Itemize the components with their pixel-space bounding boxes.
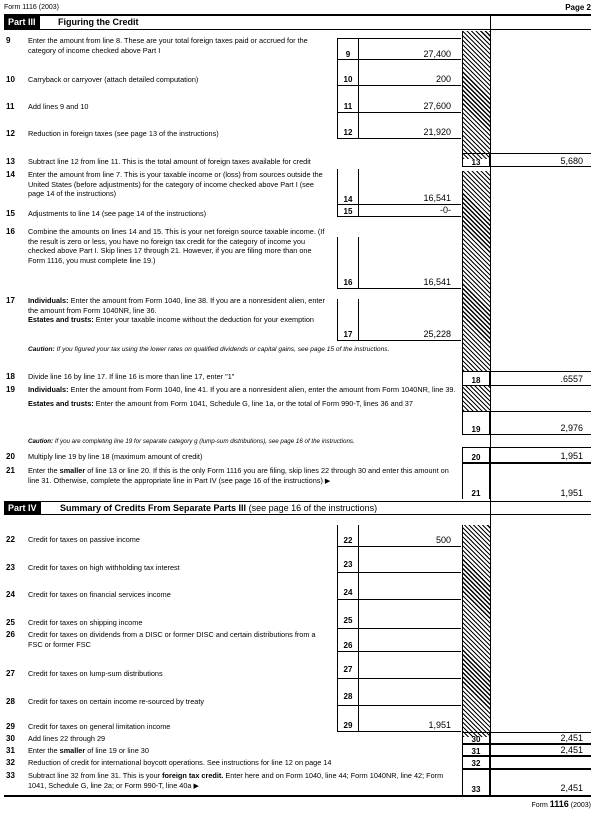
line-text: Credit for taxes on shipping income bbox=[28, 618, 143, 627]
label-bold: smaller bbox=[59, 466, 86, 475]
line-text: Credit for taxes on lump-sum distributions bbox=[28, 669, 163, 678]
line-text: Enter your taxable income without the deduction for your exemption bbox=[93, 315, 314, 325]
part3-tag: Part III bbox=[4, 16, 40, 29]
line-text: Add lines 9 and 10 bbox=[28, 102, 89, 111]
line-number: 31 bbox=[6, 746, 15, 755]
line-text: Enter the amount from Form 1040, line 38. If you are a nonresident alien, enter the amount from Form 1040NR, line 36. bbox=[28, 296, 325, 315]
line-24-box[interactable] bbox=[337, 573, 461, 600]
line-text: Carryback or carryover (attach detailed computation) bbox=[28, 75, 199, 84]
box-label: 15 bbox=[337, 205, 359, 216]
line-number: 28 bbox=[6, 697, 15, 706]
line-number: 19 bbox=[6, 385, 15, 394]
amount-field[interactable]: 25,228 bbox=[423, 329, 451, 339]
box-label: 9 bbox=[337, 39, 359, 59]
box-label: 22 bbox=[337, 525, 359, 546]
line-31-box[interactable] bbox=[462, 744, 591, 756]
line-number: 22 bbox=[6, 535, 15, 544]
amount-field[interactable]: 1,951 bbox=[428, 720, 451, 730]
amount-field[interactable]: 2,976 bbox=[560, 423, 583, 433]
line-number: 10 bbox=[6, 75, 15, 84]
box-label: 24 bbox=[337, 573, 359, 599]
line-text: Enter the amount from Form 1040, line 41. If you are a nonresident alien, enter the amount from Form 1040NR, line 39. bbox=[68, 385, 456, 394]
arrow-icon: ▶ bbox=[324, 477, 331, 485]
form-year: Form 1116 (2003) bbox=[4, 4, 59, 11]
label-bold: Estates and trusts: bbox=[28, 315, 94, 325]
line-text: Adjustments to line 14 (see page 14 of the instructions) bbox=[28, 209, 207, 218]
line-number: 16 bbox=[6, 227, 15, 236]
line-27-box[interactable] bbox=[337, 652, 461, 679]
line-30-box[interactable] bbox=[462, 732, 591, 744]
line-number: 25 bbox=[6, 618, 15, 627]
part3-title: Figuring the Credit bbox=[58, 17, 139, 27]
line-text: Reduction of credit for international boycott operations. See instructions for line 12 on page 14 bbox=[28, 758, 332, 767]
line-14-box[interactable] bbox=[337, 169, 461, 205]
footer-prefix: Form bbox=[531, 802, 548, 809]
box-label: 19 bbox=[462, 412, 490, 434]
box-label: 30 bbox=[462, 733, 490, 743]
box-label: 26 bbox=[337, 629, 359, 651]
box-label: 20 bbox=[462, 448, 490, 462]
amount-field[interactable]: 2,451 bbox=[560, 733, 583, 743]
amount-field[interactable] bbox=[359, 629, 461, 651]
label-bold: Estates and trusts: bbox=[28, 398, 94, 408]
line-number: 12 bbox=[6, 129, 15, 138]
line-text: Subtract line 32 from line 31. This is your bbox=[28, 771, 163, 780]
line-text: Subtract line 12 from line 11. This is the total amount of foreign taxes available for credit bbox=[28, 157, 311, 166]
part3-header bbox=[4, 16, 591, 30]
line-15-box[interactable] bbox=[337, 205, 461, 217]
line-text: Enter the amount from line 7. This is your taxable income or (loss) from sources outside the United States (before adjustments) for the category of income checked above Part I (see page 14 of the instructions) bbox=[28, 170, 323, 199]
line-number: 29 bbox=[6, 722, 15, 731]
line-text: Credit for taxes on dividends from a DISC or former DISC and certain distributions from a FSC or former FSC bbox=[28, 630, 316, 649]
line-number: 33 bbox=[6, 771, 15, 780]
line-number: 17 bbox=[6, 296, 15, 305]
amount-field[interactable]: 2,451 bbox=[560, 745, 583, 755]
line-32-box[interactable] bbox=[462, 756, 591, 769]
line-22-box[interactable] bbox=[337, 525, 461, 547]
amount-field[interactable]: 200 bbox=[435, 74, 451, 84]
box-label: 31 bbox=[462, 745, 490, 755]
amount-field[interactable]: -0- bbox=[440, 205, 451, 215]
part4-tag: Part IV bbox=[4, 502, 41, 515]
line-number: 18 bbox=[6, 372, 15, 381]
amount-field[interactable]: 27,400 bbox=[423, 49, 451, 59]
amount-field[interactable]: .6557 bbox=[560, 374, 583, 384]
amount-field[interactable]: 1,951 bbox=[560, 451, 583, 461]
line-26-box[interactable] bbox=[337, 628, 461, 652]
line-text: Divide line 16 by line 17. If line 16 is more than line 17, enter "1" bbox=[28, 372, 235, 381]
line-text: Combine the amounts on lines 14 and 15. This is your net foreign source taxable income. (If the result is zero or less, you have no foreign tax credit for the category of income you checked above Part I. Skip lines 17 through 21. However, if you are filing more than one Form 1116, you must complete line 19.) bbox=[28, 227, 325, 265]
line-text: Add lines 22 through 29 bbox=[28, 734, 106, 743]
box-label: 23 bbox=[337, 547, 359, 572]
part4-header bbox=[4, 501, 591, 515]
right-column bbox=[490, 16, 591, 795]
line-number: 9 bbox=[6, 36, 11, 45]
caution-text: If you are completing line 19 for separate category g (lump-sum distributions), see page 16 of the instructions. bbox=[53, 438, 355, 445]
line-23-box[interactable] bbox=[337, 547, 461, 573]
box-label: 28 bbox=[337, 679, 359, 705]
amount-field[interactable]: 2,451 bbox=[560, 783, 583, 793]
page-footer bbox=[531, 799, 591, 809]
box-label: 14 bbox=[337, 169, 359, 204]
amount-field[interactable]: 16,541 bbox=[423, 193, 451, 203]
line-number: 11 bbox=[6, 102, 15, 111]
box-label: 25 bbox=[337, 600, 359, 628]
line-number: 26 bbox=[6, 630, 15, 639]
arrow-icon: ▶ bbox=[193, 782, 199, 790]
hatch-area bbox=[462, 386, 490, 411]
box-label: 21 bbox=[462, 464, 490, 499]
line-text: Credit for taxes on financial services income bbox=[28, 590, 171, 599]
line-text: Enter the amount from line 8. These are your total foreign taxes paid or accrued for the category of income checked above Part I bbox=[28, 36, 308, 55]
box-label: 16 bbox=[337, 237, 359, 288]
line-text: Enter the bbox=[28, 746, 60, 755]
box-label: 32 bbox=[462, 757, 490, 768]
line-number: 24 bbox=[6, 590, 15, 599]
amount-field[interactable] bbox=[359, 679, 461, 705]
amount-field[interactable]: 500 bbox=[435, 535, 451, 545]
line-12-box[interactable] bbox=[337, 113, 461, 139]
line-number: 13 bbox=[6, 157, 15, 166]
caution-label: Caution: bbox=[28, 346, 55, 353]
line-9-box[interactable] bbox=[337, 38, 461, 60]
line-number: 27 bbox=[6, 669, 15, 678]
caution-label: Caution: bbox=[28, 438, 54, 445]
line-text: Enter the amount from Form 1041, Schedule G, line 1a, or the total of Form 990-T, lines 36 and 37 bbox=[93, 398, 413, 408]
line-18-box[interactable] bbox=[462, 371, 591, 386]
amount-field[interactable] bbox=[359, 573, 461, 599]
box-label: 10 bbox=[337, 60, 359, 85]
amount-field[interactable]: 16,541 bbox=[423, 277, 451, 287]
line-text: Credit for taxes on passive income bbox=[28, 535, 140, 544]
line-25-box[interactable] bbox=[337, 600, 461, 628]
line-10-box[interactable] bbox=[337, 60, 461, 86]
line-text: of line 13 or line 20. If this is the only Form 1116 you are filing, skip lines 22 through 30 and enter this amount on line 31. Otherwise, complete the appropriate line in Part IV (see page 16 of the instructions) bbox=[28, 466, 449, 485]
line-number: 32 bbox=[6, 758, 15, 767]
label-bold: Individuals: bbox=[28, 385, 69, 394]
amount-field[interactable]: 27,600 bbox=[423, 101, 451, 111]
hatch-area bbox=[462, 171, 490, 371]
line-text: Credit for taxes on high withholding tax interest bbox=[28, 563, 180, 572]
caution-text: If you figured your tax using the lower rates on qualified dividends or capital gains, see page 15 of the instructions. bbox=[54, 346, 390, 353]
line-text: Reduction in foreign taxes (see page 13 of the instructions) bbox=[28, 129, 219, 138]
hatch-area bbox=[462, 31, 490, 159]
amount-field[interactable]: 5,680 bbox=[560, 156, 583, 166]
line-number: 30 bbox=[6, 734, 15, 743]
box-label: 29 bbox=[337, 706, 359, 731]
line-16-box[interactable] bbox=[337, 237, 461, 289]
label-bold: Individuals: bbox=[28, 296, 69, 305]
line-17-box[interactable] bbox=[337, 299, 461, 341]
amount-field[interactable] bbox=[359, 652, 461, 678]
line-number: 21 bbox=[6, 466, 15, 475]
line-20-box[interactable] bbox=[462, 447, 591, 463]
amount-field[interactable] bbox=[490, 757, 591, 768]
line-text: Enter the bbox=[28, 466, 60, 475]
box-label: 12 bbox=[337, 113, 359, 138]
line-29-box[interactable] bbox=[337, 706, 461, 732]
box-label: 11 bbox=[337, 86, 359, 112]
amount-field[interactable]: 21,920 bbox=[423, 127, 451, 137]
line-text: of line 19 or line 30 bbox=[85, 746, 149, 755]
amount-field[interactable] bbox=[359, 547, 461, 572]
line-33-box[interactable] bbox=[462, 769, 591, 795]
box-label: 33 bbox=[462, 770, 490, 795]
line-text: Enter here and on Form 1040, line 44; Form 1040NR, line 42; Form 1041, Schedule G, line 2a; or Form 990-T, line 40a bbox=[28, 771, 444, 790]
line-number: 15 bbox=[6, 209, 15, 218]
line-13-box[interactable] bbox=[462, 153, 591, 167]
line-28-box[interactable] bbox=[337, 679, 461, 706]
line-text: Credit for taxes on certain income re-sourced by treaty bbox=[28, 697, 205, 706]
amount-field[interactable]: 1,951 bbox=[560, 488, 583, 498]
line-number: 14 bbox=[6, 170, 15, 179]
part4-note: (see page 16 of the instructions) bbox=[248, 503, 378, 513]
box-label: 17 bbox=[337, 299, 359, 340]
label-bold: smaller bbox=[59, 746, 86, 755]
box-label: 13 bbox=[462, 154, 490, 166]
footer-form-number: 1116 bbox=[549, 799, 569, 809]
amount-field[interactable] bbox=[359, 600, 461, 628]
line-text: Credit for taxes on general limitation income bbox=[28, 722, 171, 731]
part4-title: Summary of Credits From Separate Parts III bbox=[60, 503, 247, 513]
form-body bbox=[4, 14, 591, 797]
box-label: 27 bbox=[337, 652, 359, 678]
line-number: 23 bbox=[6, 563, 15, 572]
label-bold: foreign tax credit. bbox=[162, 771, 224, 780]
box-label: 18 bbox=[462, 372, 490, 385]
footer-year: (2003) bbox=[570, 802, 591, 809]
line-19-box[interactable] bbox=[462, 411, 591, 435]
line-number: 20 bbox=[6, 452, 15, 461]
hatch-area bbox=[462, 525, 490, 737]
line-text: Multiply line 19 by line 18 (maximum amount of credit) bbox=[28, 452, 203, 461]
page-number: Page 2 bbox=[565, 3, 591, 12]
line-11-box[interactable] bbox=[337, 86, 461, 113]
line-21-box[interactable] bbox=[462, 463, 591, 499]
